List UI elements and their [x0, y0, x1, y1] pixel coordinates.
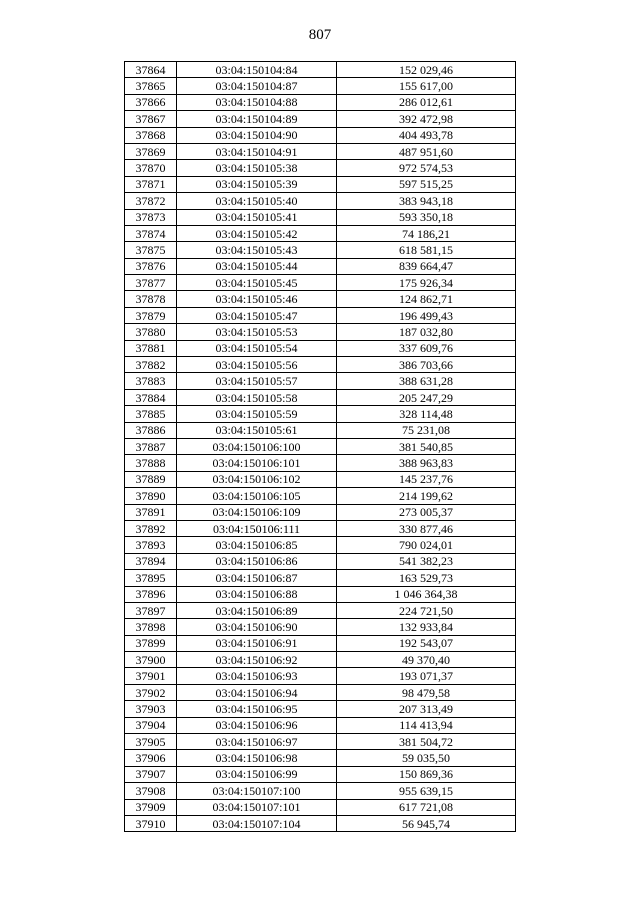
cadastral-number-cell: 03:04:150105:53 — [177, 324, 337, 340]
row-number-cell: 37871 — [125, 176, 177, 192]
cadastral-value-cell: 196 499,43 — [337, 307, 516, 323]
cadastral-number-cell: 03:04:150104:91 — [177, 143, 337, 159]
table-row — [125, 324, 516, 340]
cadastral-value-cell: 972 574,53 — [337, 160, 516, 176]
cadastral-value-cell: 49 370,40 — [337, 652, 516, 668]
table-row — [125, 225, 516, 241]
row-number-cell: 37891 — [125, 504, 177, 520]
cadastral-number-cell: 03:04:150106:89 — [177, 602, 337, 618]
cadastral-number-cell: 03:04:150106:101 — [177, 455, 337, 471]
table-row — [125, 586, 516, 602]
cadastral-number-cell: 03:04:150106:91 — [177, 635, 337, 651]
cadastral-value-cell: 132 933,84 — [337, 619, 516, 635]
table-row — [125, 242, 516, 258]
cadastral-value-cell: 381 504,72 — [337, 734, 516, 750]
row-number-cell: 37877 — [125, 275, 177, 291]
table-row — [125, 717, 516, 733]
table-row — [125, 160, 516, 176]
cadastral-number-cell: 03:04:150106:111 — [177, 520, 337, 536]
table-body — [125, 62, 516, 832]
table-row — [125, 619, 516, 635]
row-number-cell: 37890 — [125, 488, 177, 504]
table-row — [125, 750, 516, 766]
cadastral-number-cell: 03:04:150106:93 — [177, 668, 337, 684]
cadastral-value-cell: 155 617,00 — [337, 78, 516, 94]
table-row — [125, 799, 516, 815]
cadastral-value-cell: 593 350,18 — [337, 209, 516, 225]
table-row — [125, 815, 516, 831]
cadastral-number-cell: 03:04:150106:95 — [177, 701, 337, 717]
table-row — [125, 553, 516, 569]
table-row — [125, 307, 516, 323]
cadastral-value-cell: 328 114,48 — [337, 406, 516, 422]
cadastral-value-cell: 59 035,50 — [337, 750, 516, 766]
cadastral-number-cell: 03:04:150104:88 — [177, 94, 337, 110]
row-number-cell: 37864 — [125, 62, 177, 78]
table-row — [125, 701, 516, 717]
cadastral-number-cell: 03:04:150105:40 — [177, 193, 337, 209]
cadastral-value-cell: 597 515,25 — [337, 176, 516, 192]
row-number-cell: 37876 — [125, 258, 177, 274]
cadastral-number-cell: 03:04:150105:58 — [177, 389, 337, 405]
row-number-cell: 37899 — [125, 635, 177, 651]
cadastral-value-cell: 124 862,71 — [337, 291, 516, 307]
cadastral-number-cell: 03:04:150105:38 — [177, 160, 337, 176]
cadastral-number-cell: 03:04:150105:47 — [177, 307, 337, 323]
table-row — [125, 357, 516, 373]
table-row — [125, 127, 516, 143]
cadastral-number-cell: 03:04:150106:105 — [177, 488, 337, 504]
cadastral-value-cell: 386 703,66 — [337, 357, 516, 373]
row-number-cell: 37894 — [125, 553, 177, 569]
cadastral-value-cell: 955 639,15 — [337, 783, 516, 799]
row-number-cell: 37870 — [125, 160, 177, 176]
cadastral-number-cell: 03:04:150105:59 — [177, 406, 337, 422]
row-number-cell: 37868 — [125, 127, 177, 143]
cadastral-number-cell: 03:04:150106:86 — [177, 553, 337, 569]
cadastral-number-cell: 03:04:150106:96 — [177, 717, 337, 733]
cadastral-value-cell: 207 313,49 — [337, 701, 516, 717]
cadastral-value-cell: 381 540,85 — [337, 438, 516, 454]
table-row — [125, 111, 516, 127]
cadastral-number-cell: 03:04:150105:42 — [177, 225, 337, 241]
cadastral-number-cell: 03:04:150104:87 — [177, 78, 337, 94]
table-row — [125, 373, 516, 389]
row-number-cell: 37910 — [125, 815, 177, 831]
table-row — [125, 488, 516, 504]
table-row — [125, 455, 516, 471]
page-number: 807 — [308, 27, 332, 43]
table-row — [125, 635, 516, 651]
table-row — [125, 684, 516, 700]
cadastral-number-cell: 03:04:150105:56 — [177, 357, 337, 373]
cadastral-number-cell: 03:04:150106:99 — [177, 766, 337, 782]
cadastral-value-cell: 330 877,46 — [337, 520, 516, 536]
row-number-cell: 37884 — [125, 389, 177, 405]
row-number-cell: 37909 — [125, 799, 177, 815]
table-row — [125, 193, 516, 209]
cadastral-number-cell: 03:04:150106:109 — [177, 504, 337, 520]
cadastral-value-cell: 487 951,60 — [337, 143, 516, 159]
row-number-cell: 37883 — [125, 373, 177, 389]
cadastral-number-cell: 03:04:150106:90 — [177, 619, 337, 635]
table-row — [125, 471, 516, 487]
row-number-cell: 37866 — [125, 94, 177, 110]
table-row — [125, 62, 516, 78]
cadastral-value-cell: 193 071,37 — [337, 668, 516, 684]
row-number-cell: 37873 — [125, 209, 177, 225]
cadastral-value-cell: 790 024,01 — [337, 537, 516, 553]
row-number-cell: 37867 — [125, 111, 177, 127]
cadastral-number-cell: 03:04:150106:97 — [177, 734, 337, 750]
row-number-cell: 37881 — [125, 340, 177, 356]
table-row — [125, 143, 516, 159]
row-number-cell: 37886 — [125, 422, 177, 438]
cadastral-value-cell: 114 413,94 — [337, 717, 516, 733]
cadastral-value-cell: 404 493,78 — [337, 127, 516, 143]
cadastral-value-cell: 839 664,47 — [337, 258, 516, 274]
cadastral-value-cell: 388 631,28 — [337, 373, 516, 389]
table-row — [125, 275, 516, 291]
cadastral-number-cell: 03:04:150105:41 — [177, 209, 337, 225]
row-number-cell: 37896 — [125, 586, 177, 602]
cadastral-number-cell: 03:04:150106:88 — [177, 586, 337, 602]
cadastral-value-table — [124, 61, 516, 832]
cadastral-number-cell: 03:04:150106:100 — [177, 438, 337, 454]
row-number-cell: 37882 — [125, 357, 177, 373]
cadastral-value-cell: 618 581,15 — [337, 242, 516, 258]
table-row — [125, 537, 516, 553]
cadastral-number-cell: 03:04:150107:104 — [177, 815, 337, 831]
table-row — [125, 389, 516, 405]
cadastral-value-cell: 187 032,80 — [337, 324, 516, 340]
row-number-cell: 37869 — [125, 143, 177, 159]
cadastral-number-cell: 03:04:150104:84 — [177, 62, 337, 78]
table-row — [125, 734, 516, 750]
cadastral-value-cell: 383 943,18 — [337, 193, 516, 209]
table-row — [125, 209, 516, 225]
table-row — [125, 783, 516, 799]
row-number-cell: 37889 — [125, 471, 177, 487]
table-row — [125, 78, 516, 94]
cadastral-value-cell: 224 721,50 — [337, 602, 516, 618]
row-number-cell: 37897 — [125, 602, 177, 618]
table-row — [125, 652, 516, 668]
cadastral-number-cell: 03:04:150104:90 — [177, 127, 337, 143]
cadastral-value-cell: 392 472,98 — [337, 111, 516, 127]
cadastral-value-cell: 74 186,21 — [337, 225, 516, 241]
cadastral-number-cell: 03:04:150106:85 — [177, 537, 337, 553]
cadastral-value-cell: 163 529,73 — [337, 570, 516, 586]
table-row — [125, 668, 516, 684]
cadastral-number-cell: 03:04:150107:100 — [177, 783, 337, 799]
cadastral-number-cell: 03:04:150105:46 — [177, 291, 337, 307]
row-number-cell: 37872 — [125, 193, 177, 209]
cadastral-value-cell: 388 963,83 — [337, 455, 516, 471]
cadastral-value-cell: 98 479,58 — [337, 684, 516, 700]
cadastral-number-cell: 03:04:150107:101 — [177, 799, 337, 815]
table-row — [125, 570, 516, 586]
cadastral-value-cell: 152 029,46 — [337, 62, 516, 78]
cadastral-number-cell: 03:04:150106:102 — [177, 471, 337, 487]
row-number-cell: 37908 — [125, 783, 177, 799]
row-number-cell: 37900 — [125, 652, 177, 668]
cadastral-number-cell: 03:04:150105:57 — [177, 373, 337, 389]
cadastral-value-cell: 75 231,08 — [337, 422, 516, 438]
row-number-cell: 37888 — [125, 455, 177, 471]
row-number-cell: 37907 — [125, 766, 177, 782]
row-number-cell: 37892 — [125, 520, 177, 536]
cadastral-number-cell: 03:04:150105:39 — [177, 176, 337, 192]
row-number-cell: 37902 — [125, 684, 177, 700]
cadastral-value-cell: 617 721,08 — [337, 799, 516, 815]
table-row — [125, 176, 516, 192]
cadastral-value-cell: 286 012,61 — [337, 94, 516, 110]
row-number-cell: 37885 — [125, 406, 177, 422]
row-number-cell: 37874 — [125, 225, 177, 241]
table-row — [125, 422, 516, 438]
row-number-cell: 37875 — [125, 242, 177, 258]
row-number-cell: 37905 — [125, 734, 177, 750]
cadastral-number-cell: 03:04:150105:54 — [177, 340, 337, 356]
cadastral-number-cell: 03:04:150105:45 — [177, 275, 337, 291]
row-number-cell: 37893 — [125, 537, 177, 553]
cadastral-value-cell: 214 199,62 — [337, 488, 516, 504]
row-number-cell: 37903 — [125, 701, 177, 717]
cadastral-number-cell: 03:04:150105:44 — [177, 258, 337, 274]
cadastral-value-cell: 1 046 364,38 — [337, 586, 516, 602]
table-row — [125, 602, 516, 618]
table-row — [125, 520, 516, 536]
table-row — [125, 406, 516, 422]
row-number-cell: 37865 — [125, 78, 177, 94]
cadastral-value-cell: 175 926,34 — [337, 275, 516, 291]
row-number-cell: 37906 — [125, 750, 177, 766]
row-number-cell: 37887 — [125, 438, 177, 454]
table-row — [125, 504, 516, 520]
cadastral-value-cell: 56 945,74 — [337, 815, 516, 831]
row-number-cell: 37898 — [125, 619, 177, 635]
table-row — [125, 766, 516, 782]
row-number-cell: 37904 — [125, 717, 177, 733]
row-number-cell: 37878 — [125, 291, 177, 307]
cadastral-value-cell: 150 869,36 — [337, 766, 516, 782]
cadastral-value-cell: 337 609,76 — [337, 340, 516, 356]
cadastral-number-cell: 03:04:150106:98 — [177, 750, 337, 766]
cadastral-number-cell: 03:04:150105:61 — [177, 422, 337, 438]
cadastral-value-cell: 192 543,07 — [337, 635, 516, 651]
cadastral-number-cell: 03:04:150106:94 — [177, 684, 337, 700]
row-number-cell: 37879 — [125, 307, 177, 323]
table-row — [125, 94, 516, 110]
cadastral-number-cell: 03:04:150105:43 — [177, 242, 337, 258]
cadastral-number-cell: 03:04:150106:92 — [177, 652, 337, 668]
cadastral-value-cell: 205 247,29 — [337, 389, 516, 405]
cadastral-value-cell: 145 237,76 — [337, 471, 516, 487]
cadastral-number-cell: 03:04:150104:89 — [177, 111, 337, 127]
row-number-cell: 37895 — [125, 570, 177, 586]
row-number-cell: 37880 — [125, 324, 177, 340]
table-row — [125, 258, 516, 274]
row-number-cell: 37901 — [125, 668, 177, 684]
table-row — [125, 340, 516, 356]
cadastral-number-cell: 03:04:150106:87 — [177, 570, 337, 586]
cadastral-value-cell: 541 382,23 — [337, 553, 516, 569]
table-row — [125, 438, 516, 454]
table-row — [125, 291, 516, 307]
cadastral-value-cell: 273 005,37 — [337, 504, 516, 520]
